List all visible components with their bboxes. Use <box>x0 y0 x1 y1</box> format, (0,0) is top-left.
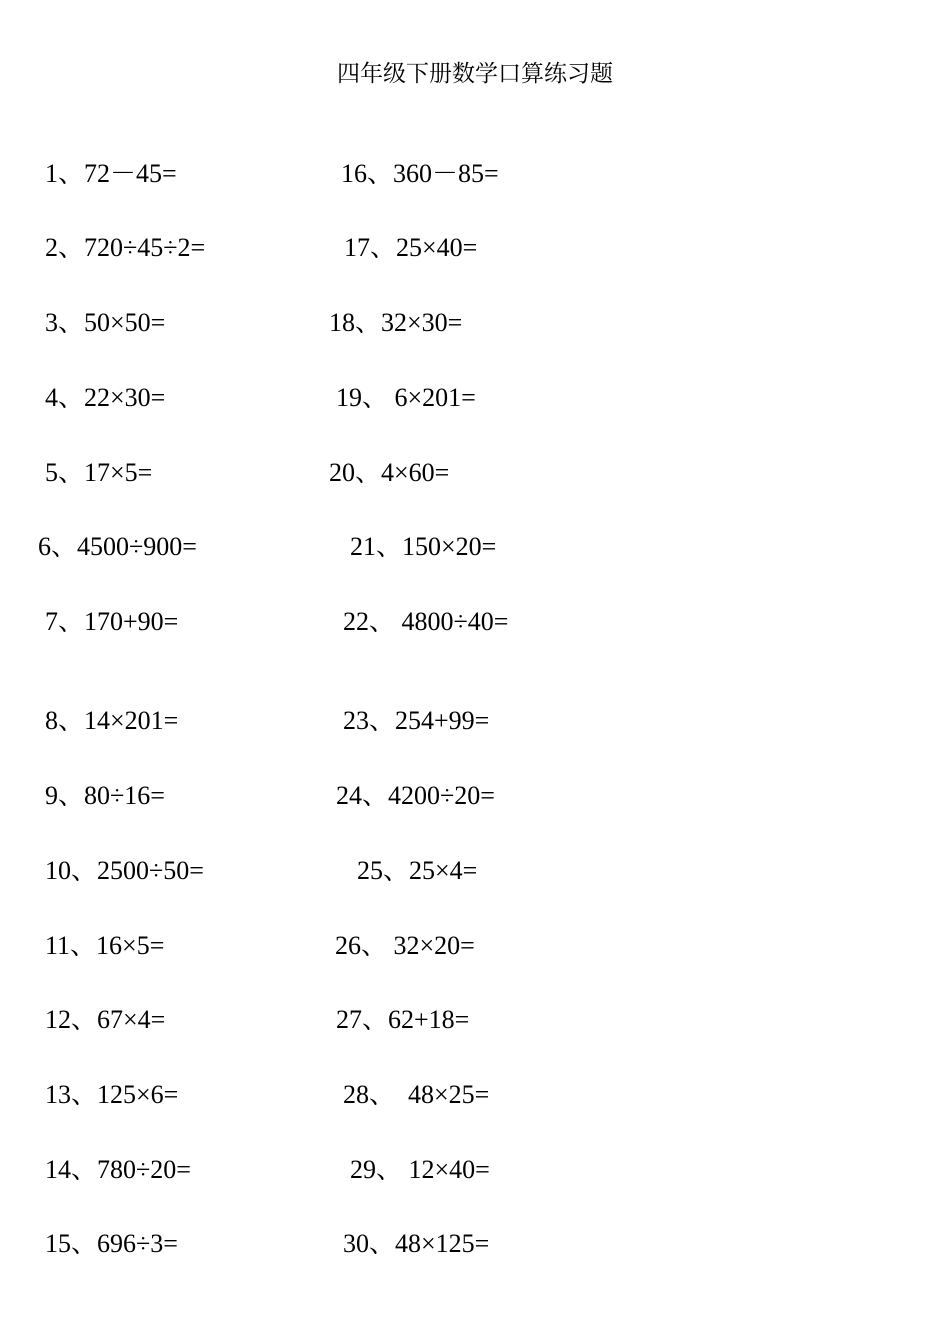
problem-right-15: 30、48×125= <box>343 1229 490 1258</box>
problem-right-11: 26、 32×20= <box>335 931 475 960</box>
problem-left-13: 13、125×6= <box>45 1080 179 1109</box>
problem-right-14: 29、 12×40= <box>350 1155 490 1184</box>
page-title: 四年级下册数学口算练习题 <box>337 61 613 87</box>
problem-left-4: 4、22×30= <box>45 383 166 412</box>
problem-left-9: 9、80÷16= <box>45 781 165 810</box>
problem-right-5: 20、4×60= <box>329 458 450 487</box>
problem-left-1: 1、72－45= <box>45 159 177 188</box>
problem-left-7: 7、170+90= <box>45 607 179 636</box>
problem-left-11: 11、16×5= <box>45 931 165 960</box>
problem-right-3: 18、32×30= <box>329 308 463 337</box>
problem-left-5: 5、17×5= <box>45 458 153 487</box>
problem-left-8: 8、14×201= <box>45 706 179 735</box>
problem-left-3: 3、50×50= <box>45 308 166 337</box>
problem-right-7: 22、 4800÷40= <box>343 607 509 636</box>
problem-right-4: 19、 6×201= <box>336 383 476 412</box>
problem-left-2: 2、720÷45÷2= <box>45 233 206 262</box>
problem-right-10: 25、25×4= <box>357 856 478 885</box>
problem-left-14: 14、780÷20= <box>45 1155 191 1184</box>
problem-right-6: 21、150×20= <box>350 532 497 561</box>
problem-right-1: 16、360－85= <box>341 159 499 188</box>
problem-left-6: 6、4500÷900= <box>38 532 197 561</box>
problem-left-10: 10、2500÷50= <box>45 856 204 885</box>
problem-right-8: 23、254+99= <box>343 706 490 735</box>
problem-right-12: 27、62+18= <box>336 1005 470 1034</box>
problem-left-12: 12、67×4= <box>45 1005 166 1034</box>
problem-right-13: 28、 48×25= <box>343 1080 490 1109</box>
problem-left-15: 15、696÷3= <box>45 1229 178 1258</box>
problem-right-2: 17、25×40= <box>344 233 478 262</box>
problem-right-9: 24、4200÷20= <box>336 781 495 810</box>
